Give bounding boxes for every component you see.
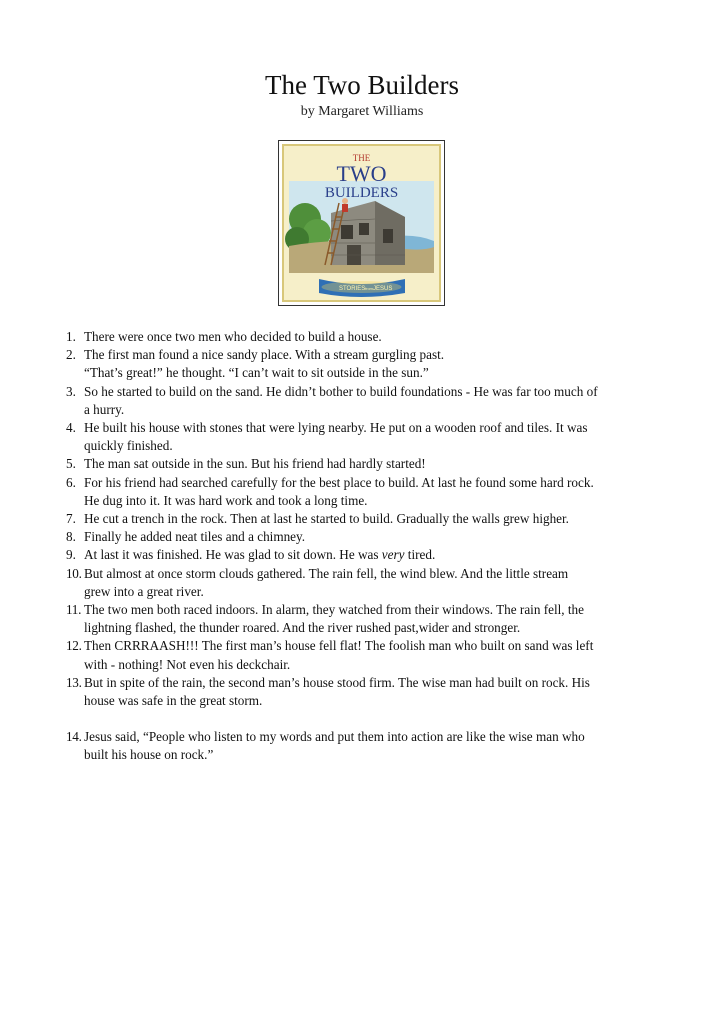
story-item	[66, 328, 666, 346]
item-text: built his house on rock.”	[84, 747, 214, 763]
item-text: He dug into it. It was hard work and took a long time.	[84, 492, 368, 508]
story-item	[66, 528, 666, 546]
item-text: Jesus said, “People who listen to my words and put them into action are like the wise man who	[84, 729, 585, 745]
cover-series-stories: STORIES	[339, 286, 366, 292]
item-number: 7.	[66, 511, 76, 527]
story-item	[66, 455, 666, 473]
item-text: a hurry.	[84, 401, 125, 417]
item-text-emphasis: very	[381, 547, 405, 563]
story-item	[66, 601, 666, 637]
item-number: 12.	[66, 638, 82, 654]
item-text: For his friend had searched carefully for the best place to build. At last he found some hard rock.	[84, 474, 594, 490]
item-text: There were once two men who decided to build a house.	[84, 329, 382, 344]
item-text: But in spite of the rain, the second man’s house stood firm. The wise man had built on rock. His	[84, 674, 590, 690]
item-text: Then CRRRAASH!!! The first man’s house fell flat! The foolish man who built on sand was left	[84, 638, 594, 654]
item-text: He cut a trench in the rock. Then at last he started to build. Gradually the walls grew higher.	[84, 511, 569, 527]
item-number: 11.	[66, 602, 82, 618]
item-text-pre: At last it was finished. He was glad to sit down. He was	[84, 547, 382, 563]
book-cover-illustration	[279, 141, 444, 305]
document-author: by Margaret Williams	[300, 104, 424, 119]
item-number: 14.	[66, 729, 82, 745]
story-item	[66, 383, 666, 419]
cover-title-the: THE	[352, 153, 371, 163]
item-text-post: tired.	[404, 547, 436, 563]
item-number: 13.	[66, 674, 82, 690]
cover-title-two: TWO	[336, 161, 387, 186]
item-number: 4.	[66, 420, 76, 436]
document-title: The Two Builders	[264, 70, 460, 100]
item-number: 2.	[66, 347, 76, 363]
item-text: The two men both raced indoors. In alarm, they watched from their windows. The rain fell, the	[84, 602, 584, 618]
item-text: Finally he added neat tiles and a chimney.	[84, 529, 306, 545]
item-text: So he started to build on the sand. He didn’t bother to build foundations - He was far too much of	[84, 383, 598, 399]
item-text: quickly finished.	[84, 438, 173, 454]
item-text: “That’s great!” he thought. “I can’t wait to sit outside in the sun.”	[84, 365, 429, 381]
item-number: 3.	[66, 383, 76, 399]
item-number: 6.	[66, 474, 76, 490]
cover-title-builders: BUILDERS	[324, 185, 399, 201]
story-item	[66, 510, 666, 528]
item-number: 5.	[66, 456, 76, 472]
story-item	[66, 728, 666, 764]
story-list	[66, 328, 666, 765]
item-number: 9.	[66, 547, 76, 563]
story-item	[66, 346, 666, 382]
item-number: 1.	[66, 329, 76, 344]
item-text: The man sat outside in the sun. But his friend had hardly started!	[84, 456, 426, 472]
item-text: house was safe in the great storm.	[84, 693, 263, 709]
item-text	[84, 546, 666, 564]
item-text: He built his house with stones that were lying nearby. He put on a wooden roof and tiles. It was	[84, 420, 588, 436]
item-text: lightning flashed, the thunder roared. And the river rushed past,wider and stronger.	[84, 620, 521, 636]
item-text: The first man found a nice sandy place. With a stream gurgling past.	[84, 347, 445, 363]
story-item	[66, 474, 666, 510]
story-item	[66, 674, 666, 710]
story-item	[66, 637, 666, 673]
story-item	[66, 546, 666, 564]
story-item	[66, 419, 666, 455]
item-text: But almost at once storm clouds gathered. The rain fell, the wind blew. And the little stream	[84, 565, 569, 581]
cover-series-jesus: JESUS	[373, 286, 393, 292]
item-number: 8.	[66, 529, 76, 545]
item-text: with - nothing! Not even his deckchair.	[84, 656, 291, 672]
item-number: 10.	[66, 565, 82, 581]
story-item	[66, 565, 666, 601]
book-cover-image	[278, 140, 445, 306]
item-text: grew into a great river.	[84, 583, 204, 599]
cover-series-from: from	[365, 286, 373, 291]
